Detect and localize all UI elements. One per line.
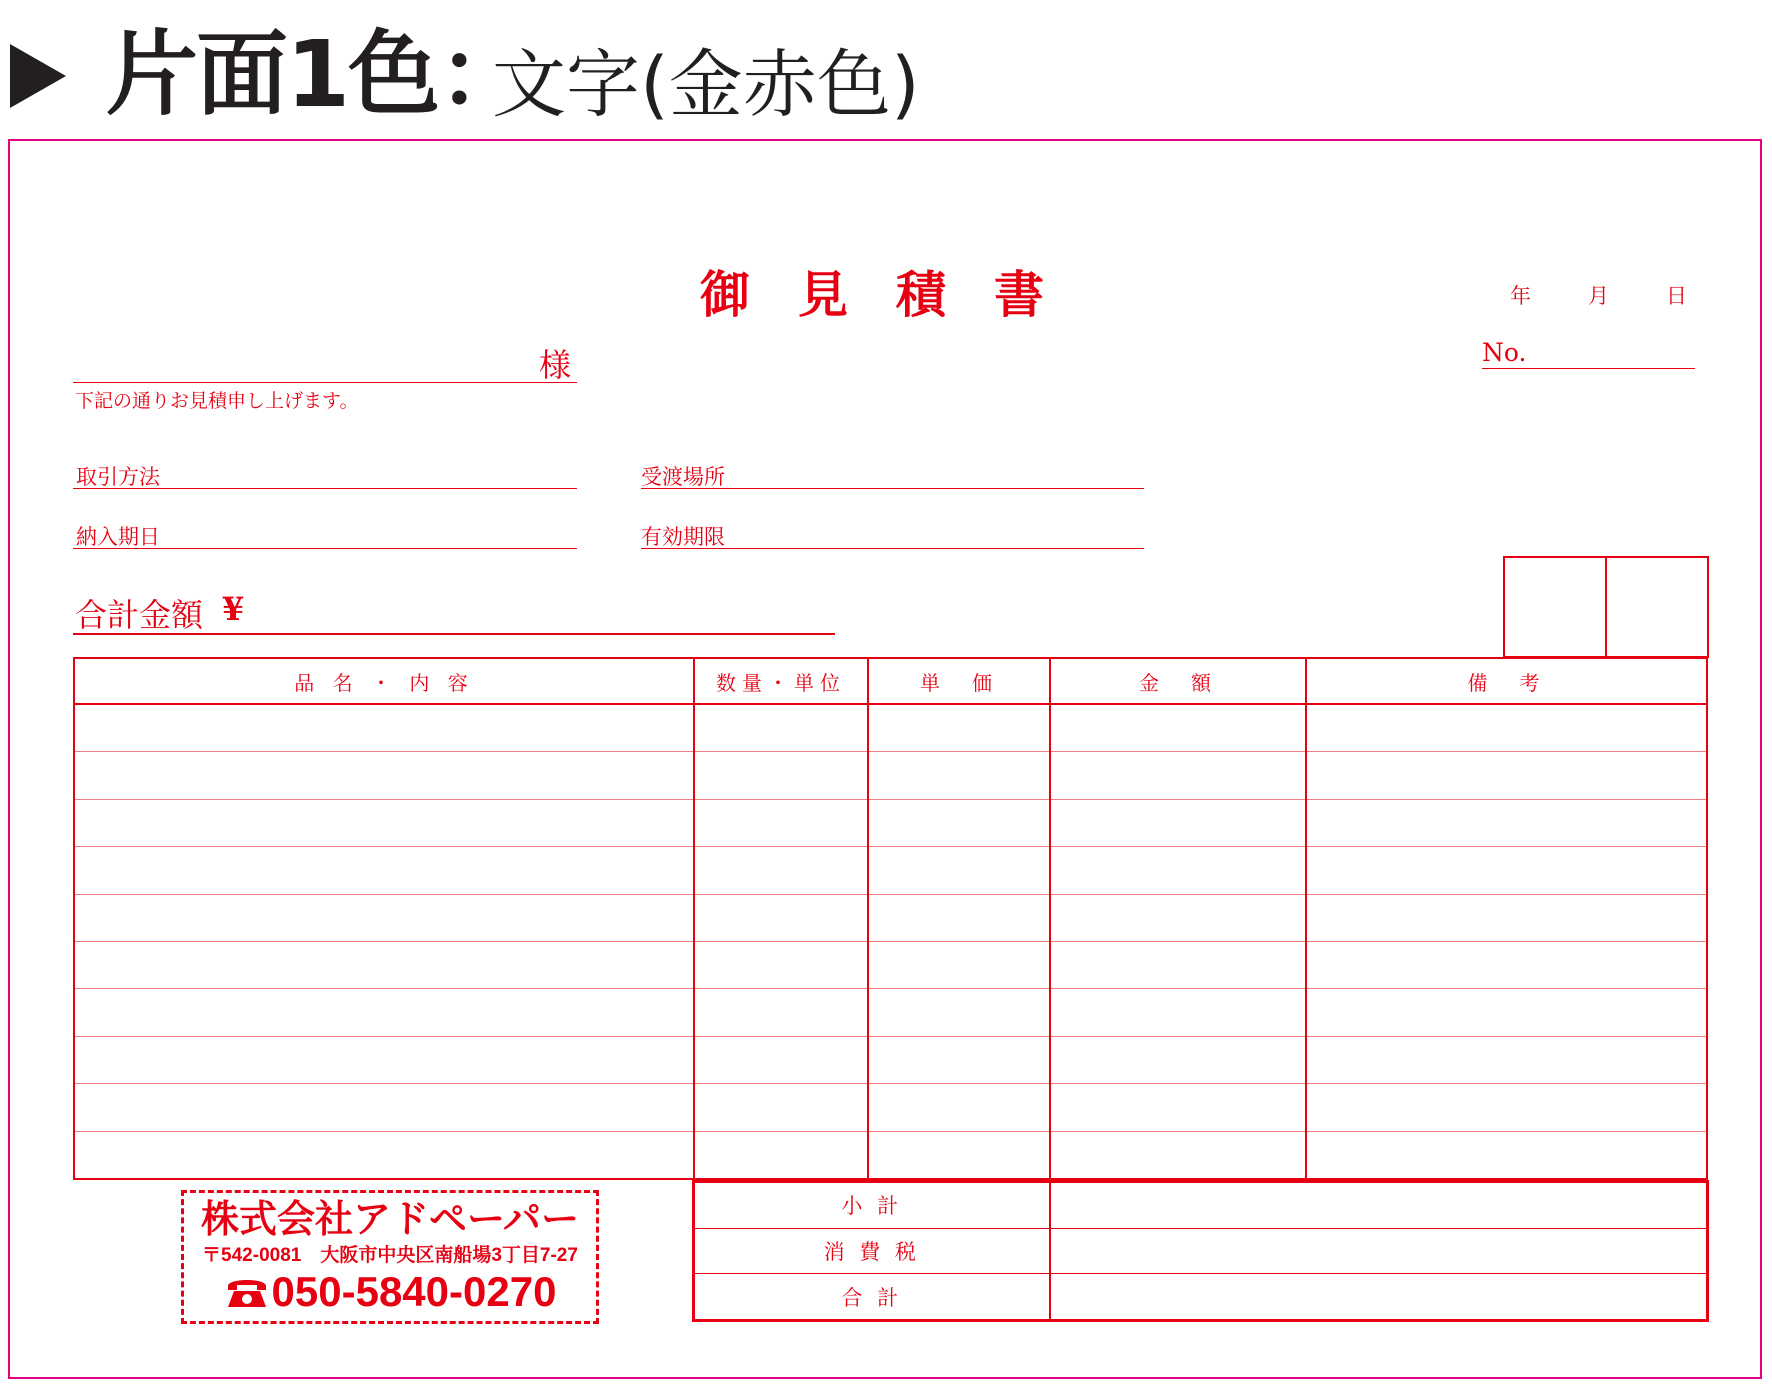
play-triangle-icon — [10, 44, 66, 108]
table-row — [74, 1084, 1707, 1131]
summary-row-total — [694, 1274, 1708, 1321]
table-row — [74, 989, 1707, 1036]
date-year: 年 — [1510, 284, 1531, 308]
tax-label: 消 費 税 — [694, 1228, 1050, 1273]
table-row — [74, 704, 1707, 752]
column-header-remarks: 備 考 — [1306, 658, 1707, 704]
total-amount-line — [73, 633, 835, 635]
items-table — [73, 657, 1708, 1180]
column-header-item: 品 名 ・ 内 容 — [74, 658, 694, 704]
table-row — [74, 941, 1707, 988]
yen-sign: ¥ — [222, 590, 245, 628]
seal-box — [1503, 556, 1607, 658]
customer-line — [73, 382, 577, 383]
table-row — [74, 799, 1707, 846]
table-row — [74, 752, 1707, 799]
phone-icon — [224, 1274, 270, 1310]
company-address: 〒542-0081 大阪市中央区南船場3丁目7-27 — [202, 1245, 578, 1266]
table-row — [74, 1131, 1707, 1179]
company-name: 株式会社アドペーパー — [200, 1199, 580, 1241]
intro-text: 下記の通りお見積申し上げます。 — [75, 390, 359, 412]
customer-suffix: 様 — [539, 346, 572, 384]
column-header-qty: 数量・単位 — [694, 658, 868, 704]
summary-table — [692, 1180, 1709, 1322]
valid-until-line — [641, 548, 1144, 549]
delivery-date-label: 納入期日 — [76, 525, 160, 549]
table-header-row — [74, 658, 1707, 704]
page-heading-sub: 文字(金赤色) — [492, 42, 920, 128]
page-heading: 片面1色： — [106, 21, 529, 128]
grand-total-value[interactable] — [1050, 1274, 1708, 1321]
form-title: 御見積書 — [700, 265, 1092, 324]
company-stamp — [181, 1190, 599, 1324]
payment-label: 取引方法 — [76, 465, 160, 489]
grand-total-label: 合 計 — [694, 1274, 1050, 1321]
summary-row-subtotal — [694, 1182, 1708, 1229]
tax-value[interactable] — [1050, 1228, 1708, 1273]
payment-line — [73, 488, 577, 489]
delivery-place-label: 受渡場所 — [641, 465, 725, 489]
summary-row-tax — [694, 1228, 1708, 1273]
subtotal-label: 小 計 — [694, 1182, 1050, 1229]
date-day: 日 — [1666, 284, 1687, 308]
phone-number: 050-5840-0270 — [271, 1268, 557, 1315]
seal-box — [1607, 556, 1709, 658]
number-label: No. — [1482, 338, 1527, 367]
total-amount-label: 合計金額 — [75, 596, 204, 634]
column-header-unit-price: 単 価 — [868, 658, 1050, 704]
table-row — [74, 894, 1707, 941]
valid-until-label: 有効期限 — [641, 525, 725, 549]
date-line — [1510, 280, 1744, 310]
number-line — [1482, 368, 1695, 369]
subtotal-value[interactable] — [1050, 1182, 1708, 1229]
column-header-amount: 金 額 — [1050, 658, 1306, 704]
seal-boxes — [1503, 556, 1709, 658]
date-month: 月 — [1588, 284, 1609, 308]
table-row — [74, 1036, 1707, 1083]
table-row — [74, 847, 1707, 894]
company-phone — [184, 1269, 596, 1315]
delivery-place-line — [641, 488, 1144, 489]
delivery-date-line — [73, 548, 577, 549]
